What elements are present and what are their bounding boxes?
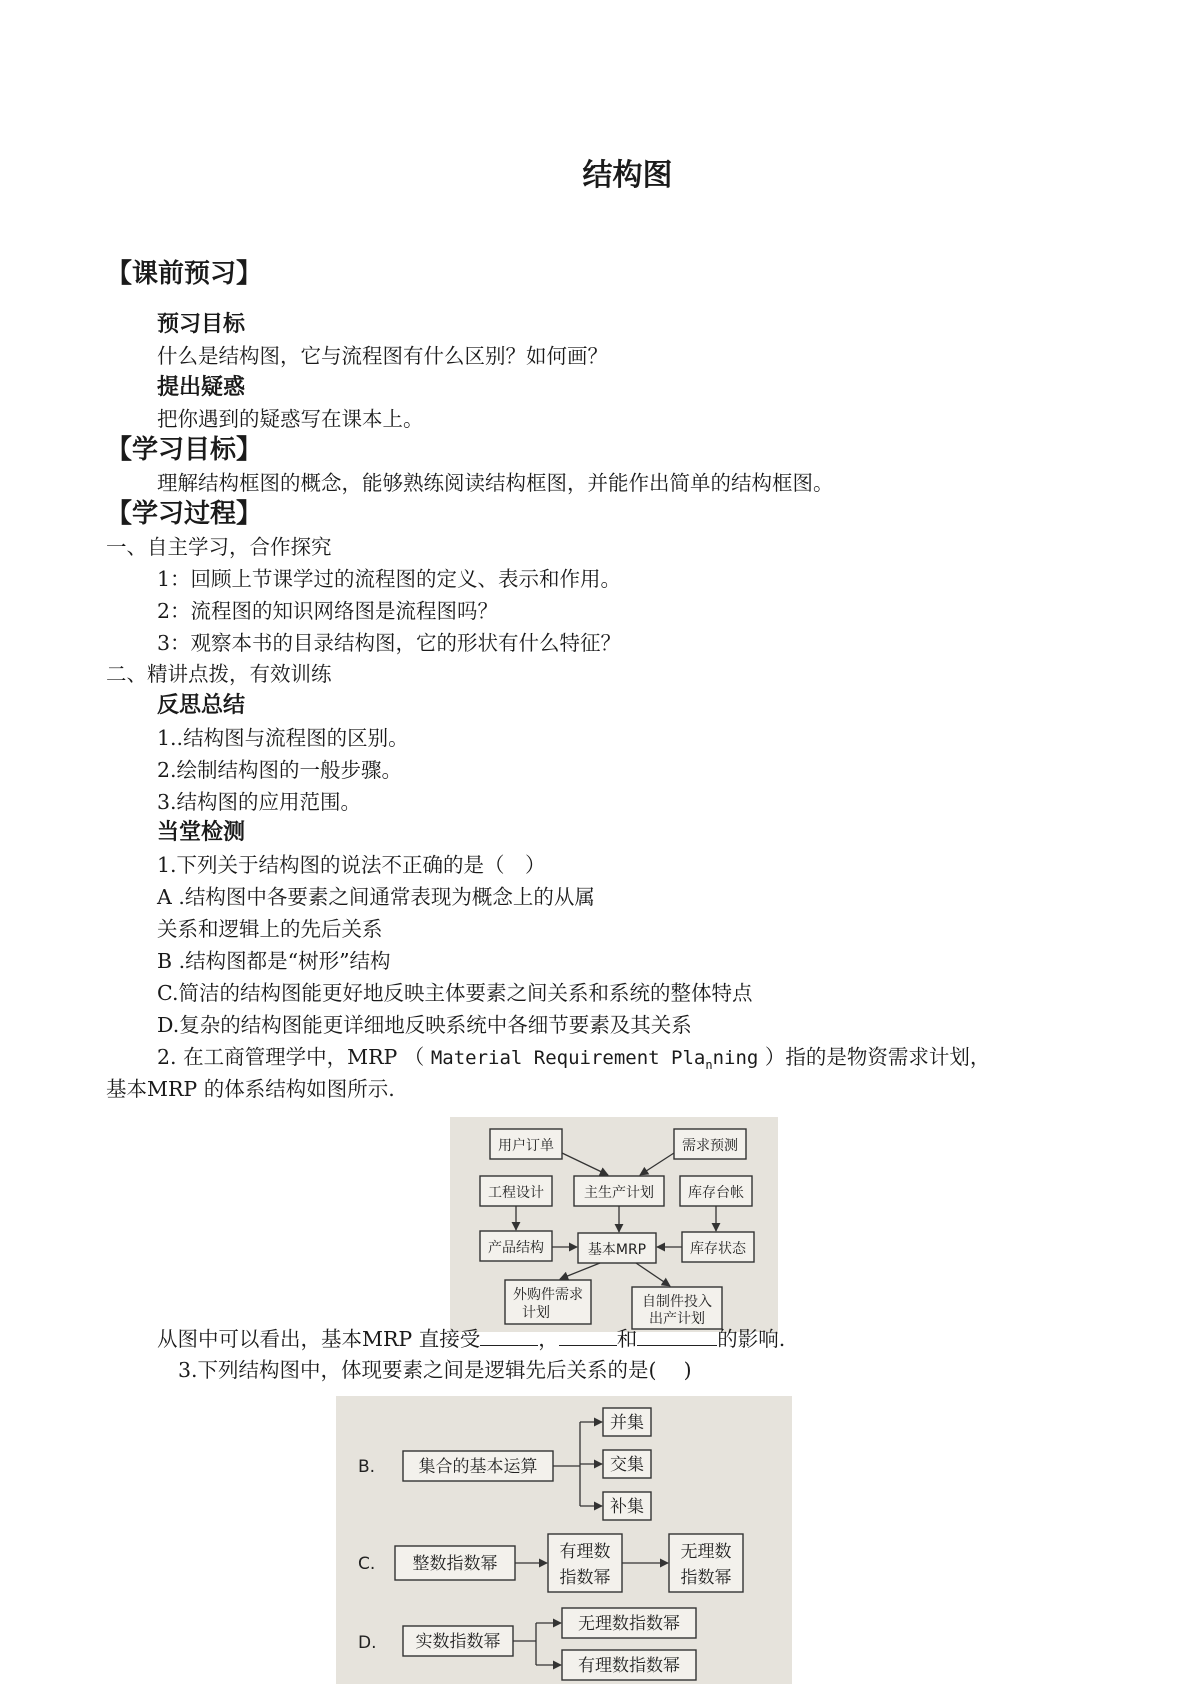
q3-d-label: D. (358, 1633, 377, 1653)
q3-stem: 3.下列结构图中，体现要素之间是逻辑先后关系的是( ) (178, 1358, 692, 1382)
reflect-item: 3.结构图的应用范围。 (157, 790, 362, 814)
q2-line1: 2. 在工商管理学中，MRP （ Material Requirement Pla$_n$ning ）指的是物资需求计划， (157, 1045, 991, 1073)
q3-c-end-1: 无理数 (680, 1542, 732, 1562)
mrp-forecast-label: 需求预测 (682, 1138, 738, 1154)
blank-3[interactable] (637, 1345, 717, 1346)
section-preview: 【课前预习】 (106, 259, 263, 289)
q3-c-label: C. (358, 1554, 376, 1574)
q2-fill-in: 从图中可以看出，基本MRP 直接受 ， 和 的影响. (157, 1327, 786, 1351)
preview-goal-heading: 预习目标 (157, 312, 246, 337)
q3-c-root: 整数指数幂 (412, 1554, 498, 1574)
q3-b-label: B. (358, 1457, 376, 1477)
reflect-heading: 反思总结 (157, 693, 246, 718)
mrp-ledger-label: 库存台帐 (688, 1185, 744, 1201)
q3-b-item: 并集 (610, 1413, 644, 1433)
part2-heading: 二、精讲点拨，有效训练 (106, 662, 332, 686)
q3-d-item: 无理数指数幂 (578, 1614, 680, 1634)
part1-item: 3：观察本书的目录结构图，它的形状有什么特征？ (157, 631, 622, 655)
q3-b-item: 交集 (610, 1455, 644, 1475)
part1-item: 2：流程图的知识网络图是流程图吗？ (157, 599, 499, 623)
goals-text: 理解结构框图的概念，能够熟练阅读结构框图，并能作出简单的结构框图。 (157, 471, 834, 495)
blank-1[interactable] (480, 1345, 538, 1346)
page-title: 结构图 (582, 158, 673, 193)
q2-line2: 基本MRP 的体系结构如图所示. (106, 1077, 395, 1101)
mrp-order-label: 用户订单 (498, 1138, 554, 1154)
q1-option-b: B .结构图都是“树形”结构 (157, 949, 391, 973)
q3-c-mid-1: 有理数 (559, 1542, 611, 1562)
mrp-diagram (450, 1117, 778, 1332)
doubt-text: 把你遇到的疑惑写在课本上。 (157, 407, 424, 431)
mrp-status-label: 库存状态 (690, 1241, 746, 1257)
q3-c-end-2: 指数幂 (680, 1568, 732, 1588)
q3-b-item: 补集 (610, 1497, 644, 1517)
reflect-item: 1..结构图与流程图的区别。 (157, 726, 409, 750)
mrp-ext-label-1: 外购件需求 (513, 1287, 583, 1303)
q1-option-a: A .结构图中各要素之间通常表现为概念上的从属 (157, 885, 595, 909)
q1-stem: 1.下列关于结构图的说法不正确的是（ ） (157, 853, 546, 877)
q1-option-c: C.简洁的结构图能更好地反映主体要素之间关系和系统的整体特点 (157, 981, 753, 1005)
mrp-eng-label: 工程设计 (488, 1185, 544, 1201)
part1-item: 1：回顾上节课学过的流程图的定义、表示和作用。 (157, 567, 622, 591)
blank-2[interactable] (559, 1345, 617, 1346)
check-heading: 当堂检测 (157, 820, 246, 845)
q3-d-root: 实数指数幂 (415, 1632, 501, 1652)
q3-diagram (336, 1396, 792, 1684)
part1-heading: 一、自主学习，合作探究 (106, 535, 332, 559)
section-goals: 【学习目标】 (106, 435, 263, 465)
mrp-ext-label-2: 计划 (522, 1305, 550, 1321)
q3-c-mid-2: 指数幂 (559, 1568, 611, 1588)
q1-option-a-cont: 关系和逻辑上的先后关系 (157, 917, 383, 941)
q3-d-item: 有理数指数幂 (578, 1656, 680, 1676)
doubt-heading: 提出疑惑 (157, 375, 246, 400)
q1-option-d: D.复杂的结构图能更详细地反映系统中各细节要素及其关系 (157, 1013, 692, 1037)
mrp-basic-label: 基本MRP (587, 1242, 647, 1258)
q3-b-root: 集合的基本运算 (418, 1457, 538, 1477)
preview-goal-text: 什么是结构图，它与流程图有什么区别？如何画？ (157, 344, 608, 368)
reflect-item: 2.绘制结构图的一般步骤。 (157, 758, 403, 782)
mrp-product-label: 产品结构 (488, 1240, 544, 1256)
mrp-self-label-2: 出产计划 (649, 1311, 705, 1327)
section-process: 【学习过程】 (106, 499, 263, 529)
mrp-mps-label: 主生产计划 (584, 1185, 654, 1201)
mrp-self-label-1: 自制件投入 (642, 1294, 712, 1310)
